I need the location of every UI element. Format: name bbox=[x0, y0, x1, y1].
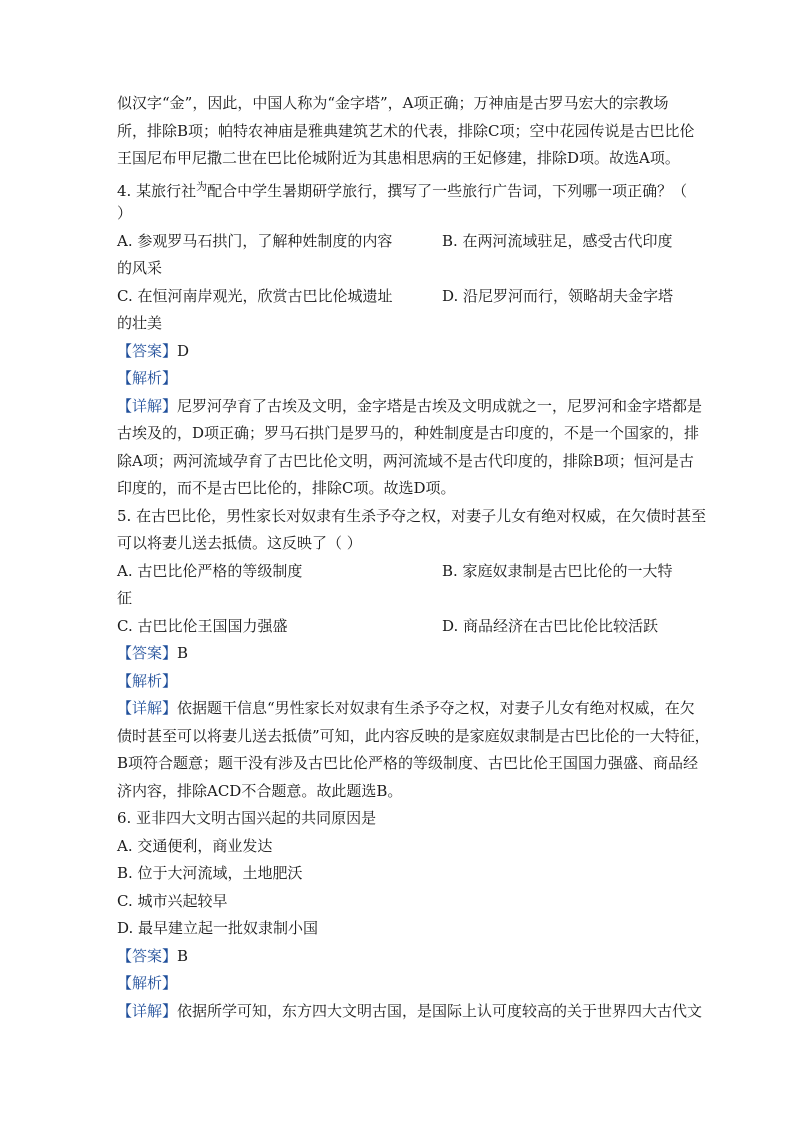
answer-tag: 【答案】 bbox=[117, 341, 178, 360]
q4-stem-line2: ） bbox=[117, 204, 133, 222]
q4-superscript: 为 bbox=[196, 179, 208, 193]
detail-tag: 【详解】 bbox=[117, 396, 178, 415]
q4-analysis bbox=[117, 365, 677, 393]
q4-option-d: D. 沿尼罗河而行，领略胡夫金字塔 bbox=[442, 286, 674, 305]
q3-explanation-line: 王国尼布甲尼撒二世在巴比伦城附近为其患相思病的王妃修建，排除D项。故选A项。 bbox=[117, 149, 680, 167]
q5-detail-line: 济内容，排除ACD不合题意。故此题选B。 bbox=[117, 781, 403, 800]
q6-option-d: D. 最早建立起一批奴隶制小国 bbox=[117, 919, 319, 937]
q4-option-b-cont: 的风采 bbox=[117, 259, 163, 277]
q5-option-b: B. 家庭奴隶制是古巴比伦的一大特 bbox=[442, 561, 673, 580]
q6-option-a: A. 交通便利，商业发达 bbox=[117, 836, 273, 855]
q4-detail-line: 印度的，而不是古巴比伦的，排除C项。故选D项。 bbox=[117, 479, 456, 497]
q5-option-d: D. 商品经济在古巴比伦比较活跃 bbox=[442, 616, 659, 635]
detail-tag: 【详解】 bbox=[117, 1001, 178, 1020]
q5-options-row-2 bbox=[117, 613, 677, 641]
q5-detail-line: B项符合题意；题干没有涉及古巴比伦严格的等级制度、古巴比伦王国国力强盛、商品经 bbox=[117, 754, 699, 772]
q5-detail-line: 【详解】依据题干信息“男性家长对奴隶有生杀予夺之权，对妻子儿女有绝对权威，在欠 bbox=[117, 699, 695, 717]
answer-value: B bbox=[177, 946, 189, 965]
document-content bbox=[117, 90, 710, 1025]
q4-option-d-cont: 的壮美 bbox=[117, 314, 163, 332]
q5-option-b-cont: 征 bbox=[117, 589, 133, 607]
q5-stem: 5. 在古巴比伦，男性家长对奴隶有生杀予夺之权，对妻子儿女有绝对权威，在欠债时甚至 bbox=[117, 506, 707, 525]
answer-value: D bbox=[177, 341, 190, 360]
q5-option-c: C. 古巴比伦王国国力强盛 bbox=[117, 616, 288, 635]
q6-stem: 6. 亚非四大文明古国兴起的共同原因是 bbox=[117, 809, 377, 827]
q6-analysis bbox=[117, 970, 677, 998]
answer-tag: 【答案】 bbox=[117, 946, 178, 965]
analysis-tag: 【解析】 bbox=[117, 369, 178, 387]
answer-tag: 【答案】 bbox=[117, 644, 178, 662]
q6-option-b: B. 位于大河流域，土地肥沃 bbox=[117, 864, 303, 882]
q5-options-row-1 bbox=[117, 558, 677, 586]
q6-answer bbox=[117, 943, 677, 971]
q6-option-c: C. 城市兴起较早 bbox=[117, 891, 228, 910]
q3-explanation-line: 所，排除B项；帕特农神庙是雅典建筑艺术的代表，排除C项；空中花园传说是古巴比伦 bbox=[117, 121, 695, 140]
q5-detail-line: 债时甚至可以将妻儿送去抵债”可知，此内容反映的是家庭奴隶制是古巴比伦的一大特征， bbox=[117, 726, 710, 745]
analysis-tag: 【解析】 bbox=[117, 974, 178, 992]
q4-answer bbox=[117, 338, 677, 366]
q5-answer bbox=[117, 640, 677, 668]
q5-analysis bbox=[117, 668, 677, 696]
q4-stem: 4. 某旅行社$^为$配合中学生暑期研学旅行，撰写了一些旅行广告词，下列哪一项正确？（ bbox=[117, 179, 688, 200]
q4-option-c: C. 在恒河南岸观光，欣赏古巴比伦城遗址 bbox=[117, 286, 393, 305]
q4-options-row-1 bbox=[117, 228, 677, 256]
analysis-tag: 【解析】 bbox=[117, 671, 178, 690]
q3-explanation-line: 似汉字“金”，因此，中国人称为“金字塔”，A项正确；万神庙是古罗马宏大的宗教场 bbox=[117, 94, 669, 112]
q4-options-row-2 bbox=[117, 283, 677, 311]
q5-stem-line2: 可以将妻儿送去抵债。这反映了（ ） bbox=[117, 534, 362, 552]
q4-detail-line: 古埃及的，D项正确；罗马石拱门是罗马的，种姓制度是古印度的，不是一个国家的，排 bbox=[117, 424, 700, 442]
q4-detail-line: 除A项；两河流域孕育了古巴比伦文明，两河流域不是古代印度的，排除B项；恒河是古 bbox=[117, 451, 694, 470]
q4-option-b: B. 在两河流域驻足，感受古代印度 bbox=[442, 231, 673, 250]
detail-tag: 【详解】 bbox=[117, 699, 178, 717]
q6-detail-line: 【详解】依据所学可知，东方四大文明古国，是国际上认可度较高的关于世界四大古代文 bbox=[117, 1001, 703, 1020]
answer-value: B bbox=[177, 644, 189, 662]
q4-option-a: A. 参观罗马石拱门，了解种姓制度的内容 bbox=[117, 231, 393, 250]
q4-detail-line: 【详解】尼罗河孕育了古埃及文明，金字塔是古埃及文明成就之一，尼罗河和金字塔都是 bbox=[117, 396, 703, 415]
q5-option-a: A. 古巴比伦严格的等级制度 bbox=[117, 561, 303, 580]
